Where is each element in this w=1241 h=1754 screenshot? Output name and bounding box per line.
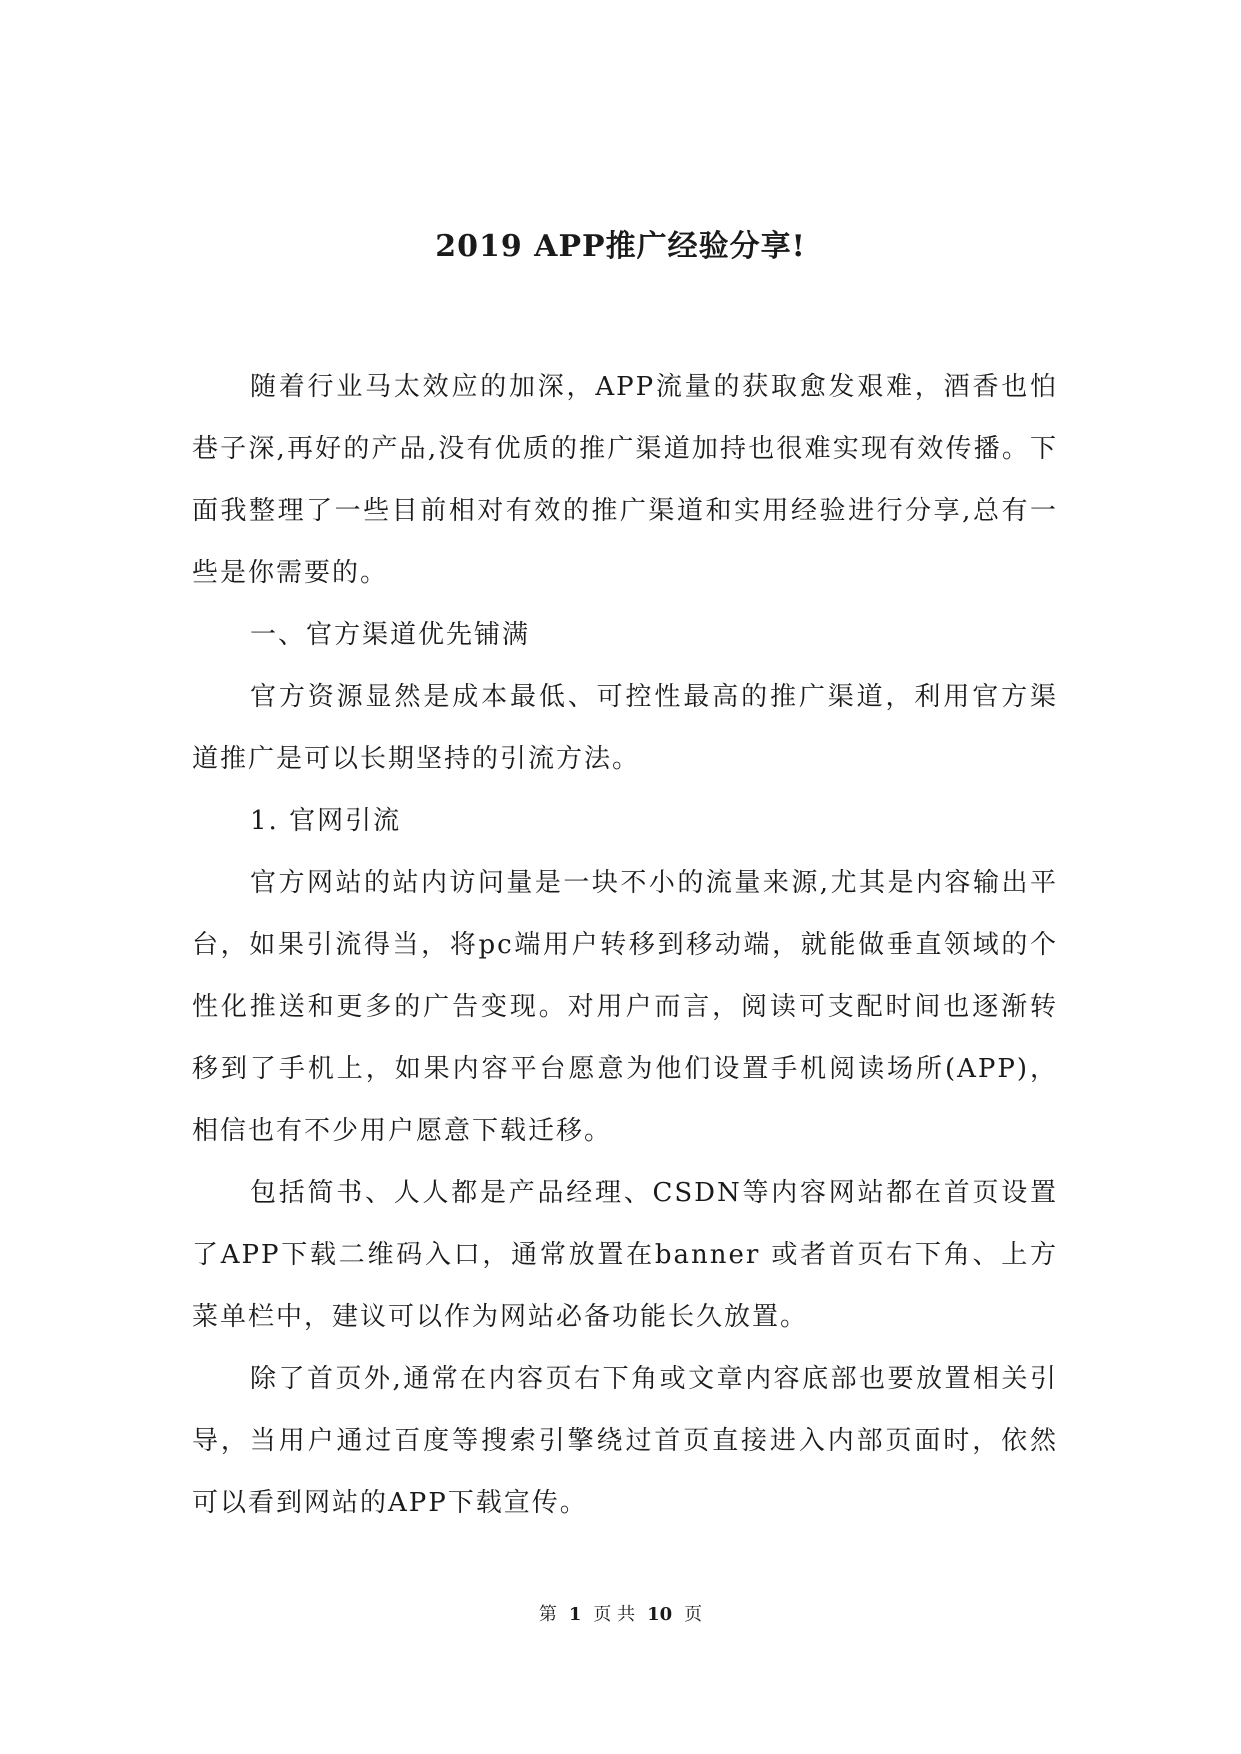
footer-prefix: 第 (538, 1604, 557, 1625)
paragraph-official-channels: 官方资源显然是成本最低、可控性最高的推广渠道，利用官方渠道推广是可以长期坚持的引流方法。 (192, 682, 1058, 774)
paragraph-qr-entry: 包括简书、人人都是产品经理、CSDN等内容网站都在首页设置了APP下载二维码入口，通常放置在banner 或者首页右下角、上方菜单栏中，建议可以作为网站必备功能长久放置。 (192, 1178, 1058, 1332)
paragraph-intro: 随着行业马太效应的加深，APP流量的获取愈发艰难，酒香也怕巷子深,再好的产品,没有优质的推广渠道加持也很难实现有效传播。下面我整理了一些目前相对有效的推广渠道和实用经验进行分享,总有一些是你需要的。 (192, 372, 1058, 588)
footer-suffix: 页 (684, 1604, 703, 1625)
paragraph-website-traffic: 官方网站的站内访问量是一块不小的流量来源,尤其是内容输出平台，如果引流得当，将pc端用户转移到移动端，就能做垂直领域的个性化推送和更多的广告变现。对用户而言，阅读可支配时间也逐渐转移到了手机上，如果内容平台愿意为他们设置手机阅读场所(APP)，相信也有不少用户愿意下载迁移。 (192, 868, 1058, 1146)
page-footer (0, 1603, 1241, 1627)
footer-middle: 页 共 (593, 1604, 636, 1625)
footer-total-pages: 10 (647, 1604, 673, 1625)
subheading-website-traffic: 1. 官网引流 (250, 806, 402, 836)
section-heading-official-channels: 一、官方渠道优先铺满 (250, 620, 531, 650)
document-body (192, 356, 1058, 1534)
paragraph-content-page-guide: 除了首页外,通常在内容页右下角或文章内容底部也要放置相关引导，当用户通过百度等搜索引擎绕过首页直接进入内部页面时，依然可以看到网站的APP下载宣传。 (192, 1364, 1058, 1518)
footer-page-number: 1 (568, 1604, 582, 1625)
page-title: 2019 APP推广经验分享! (435, 229, 806, 264)
